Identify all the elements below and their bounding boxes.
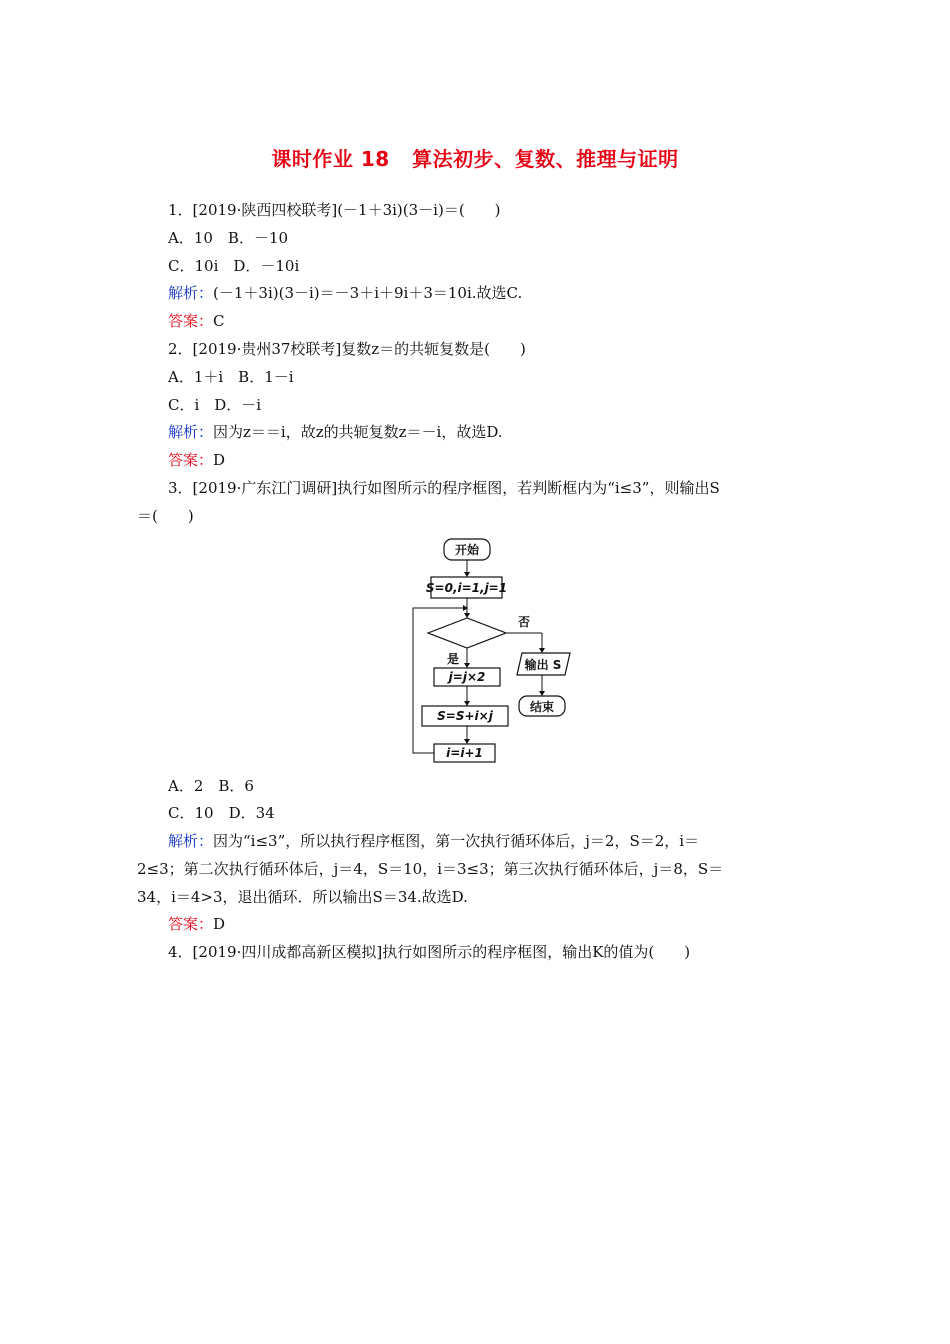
answer-label: 答案：: [168, 915, 214, 933]
answer-text: D: [213, 915, 226, 933]
answer-label: 答案：: [168, 451, 214, 469]
flowchart: [400, 532, 600, 772]
q3-options-cd: C．10 D．34: [168, 804, 275, 822]
q1-stem: 1．[2019·陕西四校联考](－1＋3i)(3－i)＝( ): [168, 201, 501, 219]
flowchart-step1-label: j=j×2: [448, 670, 486, 684]
analysis-label: 解析：: [168, 284, 214, 302]
analysis-text: 因为z＝＝i，故z的共轭复数z＝－i，故选D.: [213, 423, 503, 441]
q3-stem-line1: 3．[2019·广东江门调研]执行如图所示的程序框图，若判断框内为“i≤3”，则输出S: [168, 479, 720, 497]
q2-stem: 2．[2019·贵州37校联考]复数z＝的共轭复数是( ): [168, 340, 526, 358]
analysis-text: 因为“i≤3”，所以执行程序框图，第一次执行循环体后，j＝2，S＝2，i＝: [213, 832, 700, 850]
analysis-label: 解析：: [168, 423, 214, 441]
answer-text: D: [213, 451, 226, 469]
q1-options-cd: C．10i D．－10i: [168, 257, 300, 275]
flowchart-yes-label: 是: [447, 652, 460, 666]
flowchart-start-label: 开始: [454, 543, 480, 557]
page-title: 课时作业 18 算法初步、复数、推理与证明: [271, 147, 679, 171]
q2-options-cd: C．i D．－i: [168, 396, 262, 414]
answer-text: C: [213, 312, 225, 330]
flowchart-end-label: 结束: [529, 700, 555, 714]
flowchart-init-label: S=0,i=1,j=1: [425, 581, 508, 595]
analysis-text: (－1＋3i)(3－i)＝－3＋i＋9i＋3＝10i.故选C.: [213, 284, 523, 302]
flowchart-decision: [428, 618, 506, 648]
q3-options-ab: A．2 B．6: [168, 777, 254, 795]
q3-stem-line2: ＝( ): [137, 507, 194, 525]
q2-analysis: [168, 422, 503, 442]
flowchart-output-label: 输出 S: [524, 658, 562, 672]
q3-analysis-line1: [168, 831, 699, 851]
analysis-label: 解析：: [168, 832, 214, 850]
answer-label: 答案：: [168, 312, 214, 330]
flowchart-no-label: 否: [518, 615, 531, 629]
q3-answer: [168, 914, 225, 934]
q3-analysis-line2: 2≤3；第二次执行循环体后，j＝4，S＝10，i＝3≤3；第三次执行循环体后，j＝8，S＝: [137, 860, 724, 878]
q1-options-ab: A．10 B．－10: [168, 229, 289, 247]
flowchart-step2-label: S=S+i×j: [437, 709, 493, 723]
q4-stem: 4．[2019·四川成都高新区模拟]执行如图所示的程序框图，输出K的值为( ): [168, 943, 691, 961]
q1-answer: [168, 311, 225, 331]
q2-answer: [168, 450, 225, 470]
flowchart-step3-label: i=i+1: [446, 746, 483, 760]
q2-options-ab: A．1＋i B．1－i: [168, 368, 294, 386]
q1-analysis: [168, 283, 522, 303]
q3-analysis-line3: 34，i＝4>3，退出循环．所以输出S＝34.故选D.: [137, 888, 468, 906]
